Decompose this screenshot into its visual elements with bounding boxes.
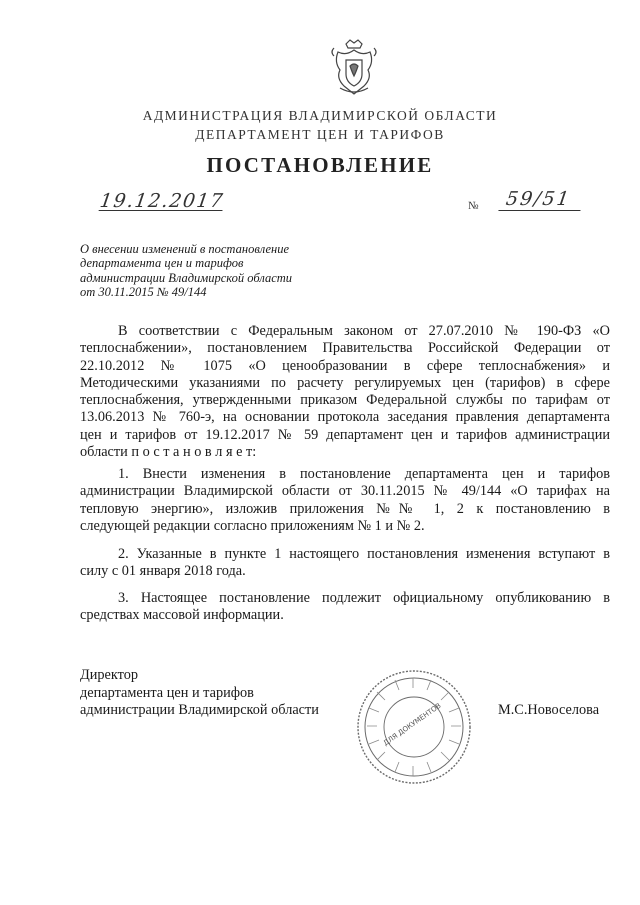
- signatory-position: [80, 667, 319, 720]
- stamp-text: ДЛЯ ДОКУМЕНТОВ: [381, 701, 443, 748]
- round-stamp-icon: [355, 668, 473, 786]
- text-line: Методическими указаниями по расчету регулируемых цен (тарифов) в сфере: [80, 374, 610, 391]
- text-line: В соответствии с Федеральным законом от 27.07.2010 № 190-ФЗ «О: [118, 323, 610, 339]
- position-line: департамента цен и тарифов: [80, 684, 254, 701]
- department-name: ДЕПАРТАМЕНТ ЦЕН И ТАРИФОВ: [195, 127, 445, 142]
- text-line: средствах массовой информации.: [80, 607, 284, 624]
- text-line: теплоснабжении», постановлением Правительства Российской Федерации от: [80, 340, 610, 357]
- coat-of-arms-icon: [330, 38, 378, 98]
- position-line: администрации Владимирской области: [80, 702, 319, 718]
- document-date: 19.12.2017: [98, 190, 226, 212]
- text-line: 2. Указанные в пункте 1 настоящего постановления изменения вступают в: [118, 546, 610, 562]
- text-line: следующей редакции согласно приложениям № 1 и № 2.: [80, 517, 425, 534]
- text-line: силу с 01 января 2018 года.: [80, 563, 246, 580]
- text-line: тепловую энергию», изложив приложения №№ 1, 2 к постановлению в: [80, 500, 610, 517]
- text-line: 1. Внести изменения в постановление департамента цен и тарифов: [118, 466, 610, 482]
- signatory-name: М.С.Новоселова: [498, 702, 600, 718]
- text-line: администрации Владимирской области от 30.11.2015 № 49/144 «О тарифах на: [80, 483, 610, 500]
- text-line: 3. Настоящее постановление подлежит официальному опубликованию в: [118, 590, 610, 606]
- subject-line: департамента цен и тарифов: [80, 256, 244, 271]
- document-number: 59/51: [498, 188, 583, 211]
- item-2-paragraph: [80, 546, 610, 581]
- document-subject: [80, 242, 340, 299]
- text-line: цен и тарифов от 19.12.2017 № 59 департамент цен и тарифов администрации: [80, 426, 610, 443]
- text-line: области п о с т а н о в л я е т:: [80, 444, 257, 461]
- subject-line: от 30.11.2015 № 49/144: [80, 284, 207, 299]
- text-line: 22.10.2012 № 1075 «О ценообразовании в сфере теплоснабжения» и: [80, 357, 610, 374]
- position-line: Директор: [80, 667, 139, 683]
- item-3-paragraph: [80, 590, 610, 625]
- subject-line: администрации Владимирской области: [80, 270, 293, 285]
- subject-line: О внесении изменений в постановление: [80, 242, 290, 256]
- organization-name: АДМИНИСТРАЦИЯ ВЛАДИМИРСКОЙ ОБЛАСТИ: [142, 108, 498, 123]
- document-type-title: ПОСТАНОВЛЕНИЕ: [206, 153, 434, 177]
- item-1-paragraph: [80, 466, 610, 535]
- number-sign: №: [468, 200, 479, 212]
- text-line: 13.06.2013 № 760-э, на основании протокола заседания правления департамента: [80, 409, 610, 426]
- preamble-paragraph: [80, 323, 610, 461]
- text-line: теплоснабжения, утвержденными приказом Федеральной службы по тарифам от: [80, 392, 610, 409]
